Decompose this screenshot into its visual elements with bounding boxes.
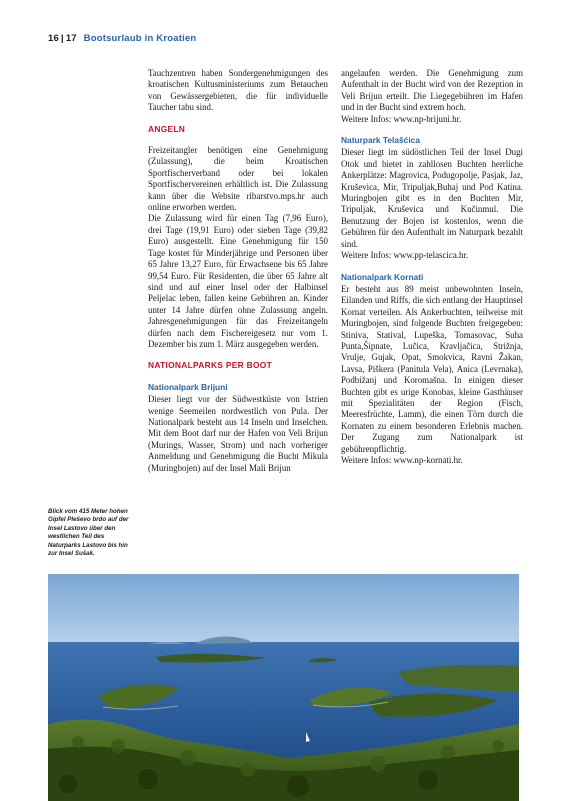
tree bbox=[441, 745, 455, 759]
tree bbox=[111, 739, 125, 753]
subheading-brijuni: Nationalpark Brijuni bbox=[148, 381, 228, 392]
angeln-paragraph-1: Freizeitangler benötigen eine Genehmigung (Zulassung), die beim Kroatischen Sportfischerverband oder bei lokalen Sportfischervereinen erhältlich ist. Die Zulassung kann über die Website ribarstvo.mps.hr auch online erworben werden. bbox=[148, 145, 328, 213]
page-number-left: 16 bbox=[48, 33, 59, 44]
telascica-info-link: Weitere Infos: www.pp-telascica.hr. bbox=[341, 250, 469, 261]
page-number-right: 17 bbox=[65, 33, 77, 44]
tree bbox=[72, 736, 84, 748]
header-title: Bootsurlaub in Kroatien bbox=[83, 33, 197, 44]
subheading-kornati: Nationalpark Kornati bbox=[341, 271, 424, 282]
angeln-paragraph-2: Die Zulassung wird für einen Tag (7,96 Euro), drei Tage (19,91 Euro) oder sieben Tage (39,82 Euro) ausgestellt. Eine Genehmigung für 150 Tage kostet für Minderjährige und Personen über 65 Jahre 13,27 Euro, für Erwachsene bis 65 Jahre 99,54 Euro. Für Residenten, die über 65 Jahre alt sind und auf einer Insel oder der Halbinsel Peljelac leben, fallen keine Gebühren an. Kinder unter 14 Jahre dürfen ohne Zulassung angeln. Jahresgenehmigungen für das Freizeitangeln dürfen nach dem Fischereigesetz nur vom 1. Dezember bis zum 1. März ausgegeben werden. bbox=[148, 213, 328, 349]
photo-caption: Blick vom 415 Meter hohen Gipfel Pleševo brdo auf der Insel Lastovo über den westlichen Teil des Naturparks Lastovo bis hin zur Insel Sušak. bbox=[48, 508, 129, 558]
section-heading-nationalparks: NATIONALPARKS PER BOOT bbox=[148, 360, 273, 371]
tree bbox=[418, 770, 438, 790]
text-column-left bbox=[148, 68, 328, 474]
kornati-info-link: Weitere Infos: www.np-kornati.hr. bbox=[341, 455, 463, 465]
tree bbox=[492, 740, 504, 752]
tree bbox=[180, 750, 196, 766]
subheading-telascica: Naturpark Telašćica bbox=[341, 135, 420, 146]
running-header bbox=[48, 33, 196, 44]
text-column-right bbox=[341, 68, 523, 466]
sky-area bbox=[48, 574, 519, 644]
tree bbox=[59, 775, 77, 793]
brijuni-info-link: Weitere Infos: www.np-brijuni.hr. bbox=[341, 113, 462, 124]
tree bbox=[370, 756, 386, 772]
telascica-paragraph: Dieser liegt im südöstlichen Teil der Insel Dugi Otok und bietet in zahllosen Buchten herrliche Ankerplätze: Magrovica, Podugopolje, Pasjak, Jaz, Kruševica, Mir, Tripuljak,Buhaj und Pod Katina. Muringbojen gibt es in den Buchten Mir, Tripuljak, Kruševica und Kučinmul. Die Benutzung der Bojen ist kostenlos, wenn die Gebühren für den Aufenthalt im Naturpark bezahlt sind. bbox=[341, 147, 523, 249]
brijuni-continued-paragraph: angelaufen werden. Die Genehmigung zum Aufenthalt in der Bucht wird von der Rezeption in Veli Brijun erteilt. Die Liegegebühren im Hafen und in der Bucht sind extrem hoch. bbox=[341, 68, 523, 113]
page-separator: | bbox=[60, 33, 64, 44]
section-heading-angeln: ANGELN bbox=[148, 123, 186, 134]
kornati-paragraph: Er besteht aus 89 meist unbewohnten Inseln, Eilanden und Riffs, die sich entlang der Hauptinsel Kornat verteilen. Als Ankerbuchten, teilweise mit Muringbojen, sind folgende Buchten freigegeben: Stiniva, Statival, Lupeška, Tomasovac, Suha Punta,Šipnate, Lučica, Kravljačica, Strižnja, Vrulje, Gujak, Opat, Smokvica, Ravni Žakan, Lavsa, Piškera (Panitula Vela), Anica (Levrnaka), Podbižanj und Koromašna. In einigen dieser Buchten gibt es urige Konobas, kleine Gasthäuser mit Spezialitäten der Region (Fisch, Meeresfrüchte, Lamm), die einen Törn durch die Kornaten zu einem besonderen Erlebnis machen. Der Zugang zum Nationalpark ist gebührenpflichtig. bbox=[341, 283, 523, 454]
landscape-photo bbox=[48, 574, 519, 801]
intro-paragraph: Tauchzentren haben Sondergenehmigungen des kroatischen Kultusministeriums zum Betauchen von Gewässergebieten, die für individuelle Taucher tabu sind. bbox=[148, 68, 328, 113]
tree bbox=[138, 769, 158, 789]
tree bbox=[241, 763, 255, 777]
tree bbox=[287, 775, 309, 797]
brijuni-paragraph: Dieser liegt vor der Südwestküste von Istrien wenige Seemeilen nordwestlich von Pula. Der Nationalpark besteht aus 14 Inseln und Inselchen. Mit dem Boot darf nur der Hafen von Veli Brijun (Murings, Wasser, Strom) und nach vorheriger Anmeldung und Genehmigung die Bucht Mikula (Muringbojen) auf der Insel Mali Brijun bbox=[148, 394, 328, 473]
